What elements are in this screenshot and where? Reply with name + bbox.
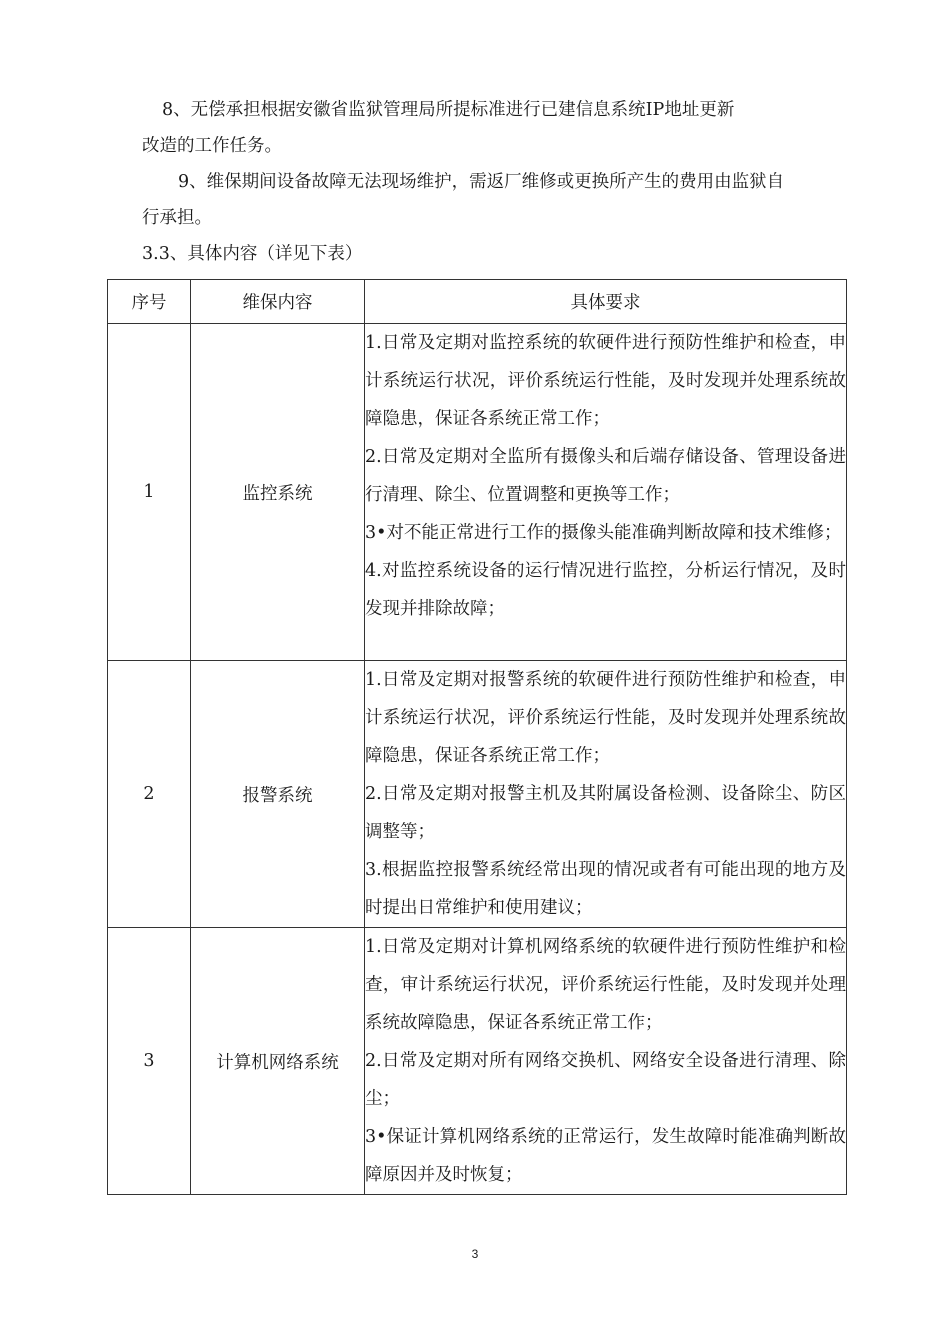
requirement-item: 1.日常及定期对报警系统的软硬件进行预防性维护和检查，申计系统运行状况，评价系统运行性能，及时发现并处理系统故障隐患，保证各系统正常工作； bbox=[365, 670, 846, 766]
requirement-item: 3.根据监控报警系统经常出现的情况或者有可能出现的地方及时提出日常维护和使用建议； bbox=[365, 860, 846, 918]
item-9-line-1: 9、维保期间设备故障无法现场维护，需返厂维修或更换所产生的费用由监狱自 bbox=[178, 172, 785, 192]
requirement-item: 2.日常及定期对报警主机及其附属设备检测、设备除尘、防区调整等； bbox=[365, 784, 846, 842]
header-requirements: 具体要求 bbox=[365, 280, 847, 324]
table-row bbox=[108, 928, 847, 1195]
row-number: 3 bbox=[108, 928, 191, 1195]
requirement-item: 3•保证计算机网络系统的正常运行，发生故障时能准确判断故障原因并及时恢复； bbox=[365, 1127, 846, 1185]
item-9-line-2: 行承担。 bbox=[142, 208, 212, 228]
requirement-item: 2.日常及定期对全监所有摄像头和后端存储设备、管理设备进行清理、除尘、位置调整和更换等工作； bbox=[365, 447, 846, 505]
section-heading-3-3: 3.3、具体内容（详见下表） bbox=[142, 244, 363, 264]
maintenance-content-table bbox=[107, 279, 847, 1195]
row-requirements bbox=[365, 661, 847, 928]
row-content: 报警系统 bbox=[191, 661, 365, 928]
table-row bbox=[108, 661, 847, 928]
row-requirements bbox=[365, 928, 847, 1195]
requirement-item: 4.对监控系统设备的运行情况进行监控，分析运行情况，及时发现并排除故障； bbox=[365, 561, 846, 619]
table-header-row bbox=[108, 280, 847, 324]
header-number: 序号 bbox=[108, 280, 191, 324]
row-number: 1 bbox=[108, 324, 191, 661]
row-content: 计算机网络系统 bbox=[191, 928, 365, 1195]
page-number: 3 bbox=[471, 1247, 479, 1261]
requirement-item: 3•对不能正常进行工作的摄像头能准确判断故障和技术维修； bbox=[365, 523, 842, 543]
requirement-item: 1.日常及定期对监控系统的软硬件进行预防性维护和检查，申计系统运行状况，评价系统运行性能，及时发现并处理系统故障隐患，保证各系统正常工作； bbox=[365, 333, 846, 429]
item-8-line-1: 8、无偿承担根据安徽省监狱管理局所提标准进行已建信息系统IP地址更新 bbox=[162, 100, 735, 120]
table-row bbox=[108, 324, 847, 661]
header-content: 维保内容 bbox=[191, 280, 365, 324]
item-8-line-2: 改造的工作任务。 bbox=[142, 136, 282, 156]
requirement-item: 2.日常及定期对所有网络交换机、网络安全设备进行清理、除尘； bbox=[365, 1051, 846, 1109]
row-requirements bbox=[365, 324, 847, 661]
row-content: 监控系统 bbox=[191, 324, 365, 661]
requirement-item: 1.日常及定期对计算机网络系统的软硬件进行预防性维护和检查，审计系统运行状况，评价系统运行性能，及时发现并处理系统故障隐患，保证各系统正常工作； bbox=[365, 937, 846, 1033]
row-number: 2 bbox=[108, 661, 191, 928]
